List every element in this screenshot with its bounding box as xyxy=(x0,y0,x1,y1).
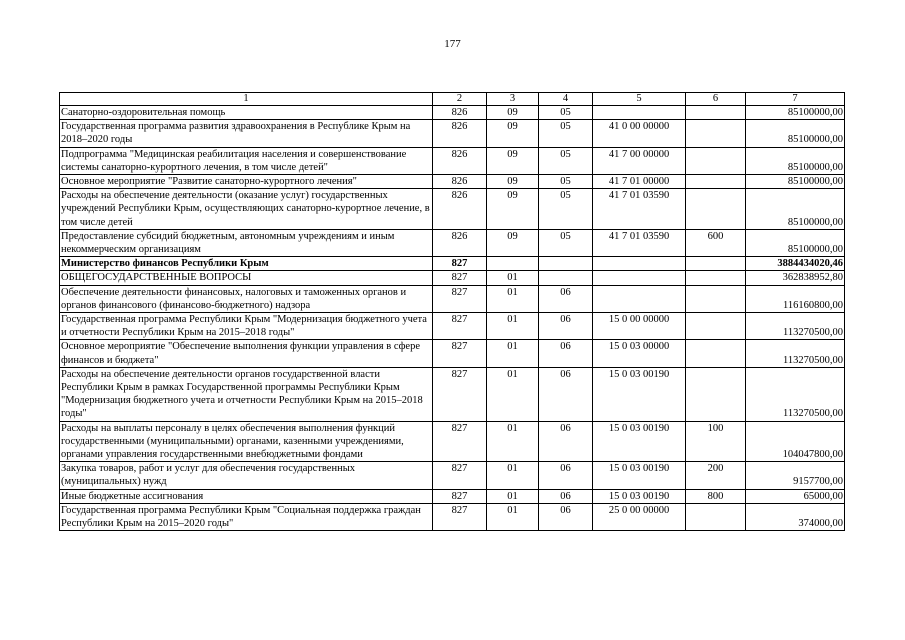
row-name-cell: Расходы на выплаты персоналу в целях обеспечения выполнения функций государственными (муниципальными) органами, казенными учреждениями, органами управления государственными внебюджетными фондами xyxy=(60,421,433,462)
subsection-code-cell: 06 xyxy=(539,489,593,503)
amount-cell: 85100000,00 xyxy=(746,147,845,174)
row-name-cell: Расходы на обеспечение деятельности органов государственной власти Республики Крым в рамках Государственной программы Республики Крым "Модернизация бюджетного учета и отчетности Республики Крым на 2015–2018 годы" xyxy=(60,367,433,421)
amount-cell: 85100000,00 xyxy=(746,106,845,120)
amount-cell: 116160800,00 xyxy=(746,285,845,312)
target-article-cell: 41 7 01 03590 xyxy=(593,229,686,256)
subsection-code-cell: 05 xyxy=(539,189,593,230)
subsection-code-cell xyxy=(539,257,593,271)
amount-cell: 104047800,00 xyxy=(746,421,845,462)
target-article-cell xyxy=(593,285,686,312)
subsection-code-cell: 06 xyxy=(539,421,593,462)
table-row xyxy=(60,285,845,312)
row-name-cell: Основное мероприятие "Развитие санаторно-курортного лечения" xyxy=(60,175,433,189)
expense-type-cell xyxy=(686,367,746,421)
table-row xyxy=(60,489,845,503)
subsection-code-cell: 05 xyxy=(539,106,593,120)
row-name-cell: Обеспечение деятельности финансовых, налоговых и таможенных органов и органов финансового (финансово-бюджетного) надзора xyxy=(60,285,433,312)
table-row xyxy=(60,189,845,230)
amount-cell: 9157700,00 xyxy=(746,462,845,489)
row-name-cell: Закупка товаров, работ и услуг для обеспечения государственных (муниципальных) нужд xyxy=(60,462,433,489)
ministry-code-cell: 827 xyxy=(433,489,487,503)
row-name-cell: Иные бюджетные ассигнования xyxy=(60,489,433,503)
ministry-code-cell: 827 xyxy=(433,462,487,489)
row-name-cell: ОБЩЕГОСУДАРСТВЕННЫЕ ВОПРОСЫ xyxy=(60,271,433,285)
target-article-cell: 15 0 03 00190 xyxy=(593,367,686,421)
row-name-cell: Государственная программа Республики Крым "Социальная поддержка граждан Республики Крым на 2015–2020 годы" xyxy=(60,503,433,530)
table-row xyxy=(60,503,845,530)
target-article-cell: 41 7 01 00000 xyxy=(593,175,686,189)
section-code-cell: 01 xyxy=(487,367,539,421)
target-article-cell: 41 0 00 00000 xyxy=(593,120,686,147)
target-article-cell: 15 0 00 00000 xyxy=(593,313,686,340)
table-row xyxy=(60,257,845,271)
column-header: 4 xyxy=(539,93,593,106)
target-article-cell: 41 7 01 03590 xyxy=(593,189,686,230)
row-name-cell: Государственная программа развития здравоохранения в Республике Крым на 2018–2020 годы xyxy=(60,120,433,147)
expense-type-cell xyxy=(686,313,746,340)
table-row xyxy=(60,147,845,174)
table-row xyxy=(60,106,845,120)
expense-type-cell xyxy=(686,175,746,189)
table-row xyxy=(60,367,845,421)
amount-cell: 113270500,00 xyxy=(746,313,845,340)
subsection-code-cell: 05 xyxy=(539,120,593,147)
ministry-code-cell: 827 xyxy=(433,257,487,271)
section-code-cell: 09 xyxy=(487,189,539,230)
ministry-code-cell: 827 xyxy=(433,367,487,421)
subsection-code-cell: 06 xyxy=(539,503,593,530)
section-code-cell: 09 xyxy=(487,229,539,256)
expense-type-cell xyxy=(686,271,746,285)
expense-type-cell xyxy=(686,285,746,312)
column-header: 3 xyxy=(487,93,539,106)
amount-cell: 85100000,00 xyxy=(746,229,845,256)
section-code-cell: 01 xyxy=(487,285,539,312)
ministry-code-cell: 827 xyxy=(433,340,487,367)
target-article-cell: 15 0 03 00190 xyxy=(593,462,686,489)
row-name-cell: Основное мероприятие "Обеспечение выполнения функции управления в сфере финансов и бюджета" xyxy=(60,340,433,367)
amount-cell: 362838952,80 xyxy=(746,271,845,285)
section-code-cell: 09 xyxy=(487,175,539,189)
table-row xyxy=(60,462,845,489)
section-code-cell: 01 xyxy=(487,271,539,285)
row-name-cell: Министерство финансов Республики Крым xyxy=(60,257,433,271)
section-code-cell: 01 xyxy=(487,313,539,340)
table-row xyxy=(60,340,845,367)
subsection-code-cell: 06 xyxy=(539,285,593,312)
section-code-cell: 01 xyxy=(487,340,539,367)
column-header: 1 xyxy=(60,93,433,106)
target-article-cell: 15 0 03 00190 xyxy=(593,421,686,462)
amount-cell: 85100000,00 xyxy=(746,189,845,230)
ministry-code-cell: 827 xyxy=(433,271,487,285)
ministry-code-cell: 826 xyxy=(433,147,487,174)
row-name-cell: Государственная программа Республики Крым "Модернизация бюджетного учета и отчетности Республики Крым на 2015–2018 годы" xyxy=(60,313,433,340)
expense-type-cell xyxy=(686,340,746,367)
ministry-code-cell: 826 xyxy=(433,175,487,189)
ministry-code-cell: 827 xyxy=(433,285,487,312)
target-article-cell: 41 7 00 00000 xyxy=(593,147,686,174)
ministry-code-cell: 827 xyxy=(433,503,487,530)
section-code-cell: 01 xyxy=(487,462,539,489)
table-body xyxy=(60,106,845,531)
ministry-code-cell: 826 xyxy=(433,120,487,147)
subsection-code-cell: 05 xyxy=(539,175,593,189)
expense-type-cell: 800 xyxy=(686,489,746,503)
section-code-cell: 09 xyxy=(487,147,539,174)
expense-type-cell xyxy=(686,257,746,271)
column-header: 5 xyxy=(593,93,686,106)
amount-cell: 3884434020,46 xyxy=(746,257,845,271)
target-article-cell xyxy=(593,271,686,285)
expense-type-cell: 100 xyxy=(686,421,746,462)
expense-type-cell xyxy=(686,120,746,147)
row-name-cell: Расходы на обеспечение деятельности (оказание услуг) государственных учреждений Республики Крым, осуществляющих санаторно-курортное лечение, в том числе детей xyxy=(60,189,433,230)
subsection-code-cell xyxy=(539,271,593,285)
subsection-code-cell: 06 xyxy=(539,367,593,421)
section-code-cell: 09 xyxy=(487,120,539,147)
subsection-code-cell: 05 xyxy=(539,229,593,256)
page-number: 177 xyxy=(444,38,461,50)
subsection-code-cell: 05 xyxy=(539,147,593,174)
section-code-cell: 01 xyxy=(487,503,539,530)
target-article-cell xyxy=(593,106,686,120)
ministry-code-cell: 826 xyxy=(433,189,487,230)
row-name-cell: Санаторно-оздоровительная помощь xyxy=(60,106,433,120)
column-header: 2 xyxy=(433,93,487,106)
expense-type-cell xyxy=(686,106,746,120)
header-row xyxy=(60,93,845,106)
budget-table xyxy=(59,92,845,531)
ministry-code-cell: 827 xyxy=(433,421,487,462)
row-name-cell: Подпрограмма "Медицинская реабилитация населения и совершенствование системы санаторно-курортного лечения, в том числе детей" xyxy=(60,147,433,174)
table-row xyxy=(60,421,845,462)
expense-type-cell xyxy=(686,503,746,530)
amount-cell: 65000,00 xyxy=(746,489,845,503)
ministry-code-cell: 826 xyxy=(433,106,487,120)
column-header: 7 xyxy=(746,93,845,106)
subsection-code-cell: 06 xyxy=(539,462,593,489)
ministry-code-cell: 826 xyxy=(433,229,487,256)
table-row xyxy=(60,120,845,147)
row-name-cell: Предоставление субсидий бюджетным, автономным учреждениям и иным некоммерческим организациям xyxy=(60,229,433,256)
amount-cell: 113270500,00 xyxy=(746,367,845,421)
table-row xyxy=(60,229,845,256)
ministry-code-cell: 827 xyxy=(433,313,487,340)
section-code-cell: 09 xyxy=(487,106,539,120)
section-code-cell xyxy=(487,257,539,271)
section-code-cell: 01 xyxy=(487,489,539,503)
amount-cell: 374000,00 xyxy=(746,503,845,530)
section-code-cell: 01 xyxy=(487,421,539,462)
subsection-code-cell: 06 xyxy=(539,340,593,367)
target-article-cell: 25 0 00 00000 xyxy=(593,503,686,530)
table-row xyxy=(60,313,845,340)
amount-cell: 113270500,00 xyxy=(746,340,845,367)
target-article-cell: 15 0 03 00000 xyxy=(593,340,686,367)
column-header: 6 xyxy=(686,93,746,106)
amount-cell: 85100000,00 xyxy=(746,120,845,147)
expense-type-cell xyxy=(686,189,746,230)
target-article-cell xyxy=(593,257,686,271)
table-row xyxy=(60,271,845,285)
amount-cell: 85100000,00 xyxy=(746,175,845,189)
expense-type-cell: 600 xyxy=(686,229,746,256)
expense-type-cell xyxy=(686,147,746,174)
subsection-code-cell: 06 xyxy=(539,313,593,340)
expense-type-cell: 200 xyxy=(686,462,746,489)
target-article-cell: 15 0 03 00190 xyxy=(593,489,686,503)
table-row xyxy=(60,175,845,189)
